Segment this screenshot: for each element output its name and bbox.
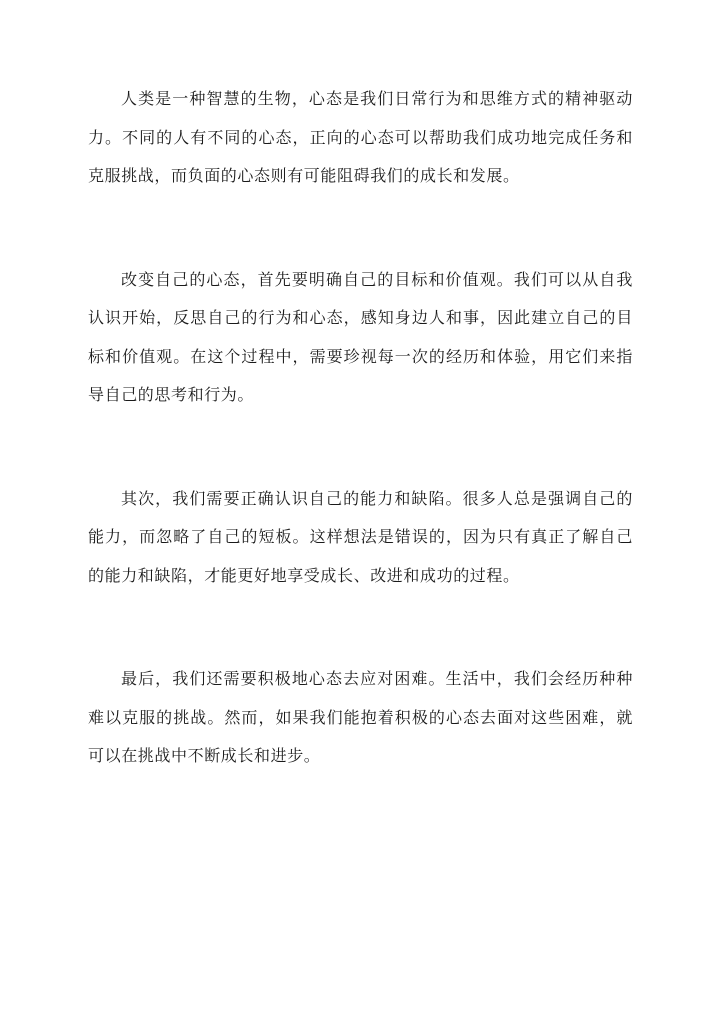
paragraph-goals-values: 改变自己的心态，首先要明确自己的目标和价值观。我们可以从自我认识开始，反思自己的行为和心态，感知身边人和事，因此建立自己的目标和价值观。在这个过程中，需要珍视每一次的经历和体验，用它们来指导自己的思考和行为。	[88, 269, 633, 404]
document-body	[88, 80, 633, 776]
paragraph-intro: 人类是一种智慧的生物，心态是我们日常行为和思维方式的精神驱动力。不同的人有不同的心态，正向的心态可以帮助我们成功地完成任务和克服挑战，而负面的心态则有可能阻碍我们的成长和发展。	[88, 89, 633, 185]
paragraph-difficulties: 最后，我们还需要积极地心态去应对困难。生活中，我们会经历种种难以克服的挑战。然而，如果我们能抱着积极的心态去面对这些困难，就可以在挑战中不断成长和进步。	[88, 669, 633, 765]
paragraph-abilities: 其次，我们需要正确认识自己的能力和缺陷。很多人总是强调自己的能力，而忽略了自己的短板。这样想法是错误的，因为只有真正了解自己的能力和缺陷，才能更好地享受成长、改进和成功的过程。	[88, 488, 633, 585]
